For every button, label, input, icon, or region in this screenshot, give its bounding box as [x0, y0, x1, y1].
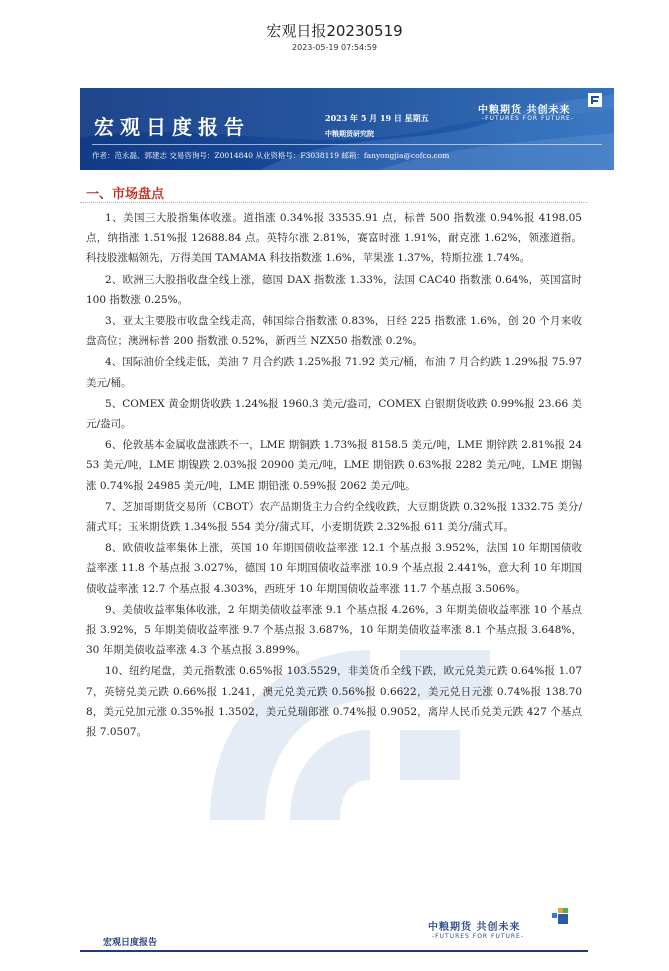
- paragraph: 4、国际油价全线走低，美油 7 月合约跌 1.25%报 71.92 美元/桶，布油 7 月合约跌 1.29%报 75.97 美元/桶。: [86, 356, 582, 389]
- paragraph: 3、亚太主要股市收盘全线走高，韩国综合指数涨 0.83%，日经 225 指数涨 1.6%，创 20 个月来收盘高位；澳洲标普 200 指数涨 0.52%，新西兰 NZX50 指数涨 0.2%。: [86, 315, 582, 348]
- market-summary: [86, 208, 582, 743]
- footer-divider: [80, 950, 588, 952]
- banner-authors: 作者：范永磊、郭建志 交易咨询号：Z0014840 从业资格号：F3038119 邮箱：fanyongjia@cofco.com: [92, 151, 450, 160]
- paragraph: 10、纽约尾盘，美元指数涨 0.65%报 103.5529，非美货币全线下跌，欧元兑美元跌 0.64%报 1.077，英镑兑美元跌 0.66%报 1.241，澳元兑美元跌 0.56%报 0.6622，美元兑日元涨 0.74%报 138.708，美元兑加元涨 0.35%报 1.3502，美元兑瑞郎涨 0.74%报 0.9052，离岸人民币兑美元跌 427 个基点报 7.0507。: [86, 665, 582, 739]
- footer-report-name: 宏观日度报告: [103, 938, 158, 948]
- banner-title: 宏观日度报告: [94, 115, 250, 139]
- banner-institute: 中粮期货研究院: [325, 129, 374, 138]
- footer-slogan: -FUTURES FOR FUTURE-: [432, 933, 525, 940]
- banner-date: 2023 年 5 月 19 日 星期五: [325, 113, 429, 123]
- footer-brand: 中粮期货 共创未来: [428, 922, 521, 933]
- banner-separator: [92, 144, 602, 145]
- paragraph: 1、美国三大股指集体收涨。道指涨 0.34%报 33535.91 点，标普 500 指数涨 0.94%报 4198.05 点，纳指涨 1.51%报 12688.84 点。英特尔涨 2.81%，赛富时涨 1.91%，耐克涨 1.62%，领涨道指。科技股涨幅领先，万得美国 TAMAMA 科技指数涨 1.6%，苹果涨 1.37%，特斯拉涨 1.74%。: [86, 212, 582, 265]
- report-banner: [80, 88, 614, 170]
- section-heading: 一、市场盘点: [86, 187, 165, 202]
- document-title: 宏观日报20230519: [266, 22, 403, 40]
- banner-brand: 中粮期货 共创未来: [478, 105, 571, 116]
- paragraph: 7、芝加哥期货交易所（CBOT）农产品期货主力合约全线收跌，大豆期货跌 0.32%报 1332.75 美分/蒲式耳；玉米期货跌 1.34%报 554 美分/蒲式耳，小麦期货跌 2.32%报 611 美分/蒲式耳。: [86, 500, 582, 534]
- heading-divider: [80, 202, 588, 203]
- banner-slogan: -FUTURES FOR FUTURE-: [482, 115, 575, 122]
- footer-logo-icon: [552, 908, 568, 924]
- paragraph: 5、COMEX 黄金期货收跌 1.24%报 1960.3 美元/盎司，COMEX 白银期货收跌 0.99%报 23.66 美元/盎司。: [86, 397, 582, 431]
- paragraph: 9、美债收益率集体收涨，2 年期美债收益率涨 9.1 个基点报 4.26%，3 年期美债收益率涨 10 个基点报 3.92%，5 年期美债收益率涨 9.7 个基点报 3.687%，10 年期美债收益率涨 8.1 个基点报 3.648%，30 年期美债收益率涨 4.3 个基点报 3.899%。: [86, 603, 582, 657]
- paragraph: 6、伦敦基本金属收盘涨跌不一，LME 期铜跌 1.73%报 8158.5 美元/吨，LME 期锌跌 2.81%报 2453 美元/吨，LME 期镍跌 2.03%报 20900 美元/吨，LME 期铝跌 0.63%报 2282 美元/吨，LME 期锡涨 0.74%报 24985 美元/吨，LME 期铅涨 0.59%报 2062 美元/吨。: [86, 439, 582, 492]
- document-datetime: 2023-05-19 07:54:59: [292, 43, 377, 52]
- cofco-logo-icon: [588, 93, 602, 107]
- paragraph: 2、欧洲三大股指收盘全线上涨，德国 DAX 指数涨 1.33%，法国 CAC40 指数涨 0.64%，英国富时 100 指数涨 0.25%。: [86, 273, 582, 306]
- paragraph: 8、欧债收益率集体上涨，英国 10 年期国债收益率涨 12.1 个基点报 3.952%，法国 10 年期国债收益率涨 11.8 个基点报 3.027%，德国 10 年期国债收益率涨 10.9 个基点报 2.441%，意大利 10 年期国债收益率涨 12.7 个基点报 4.303%，西班牙 10 年期国债收益率涨 11.7 个基点报 3.506%。: [86, 542, 582, 595]
